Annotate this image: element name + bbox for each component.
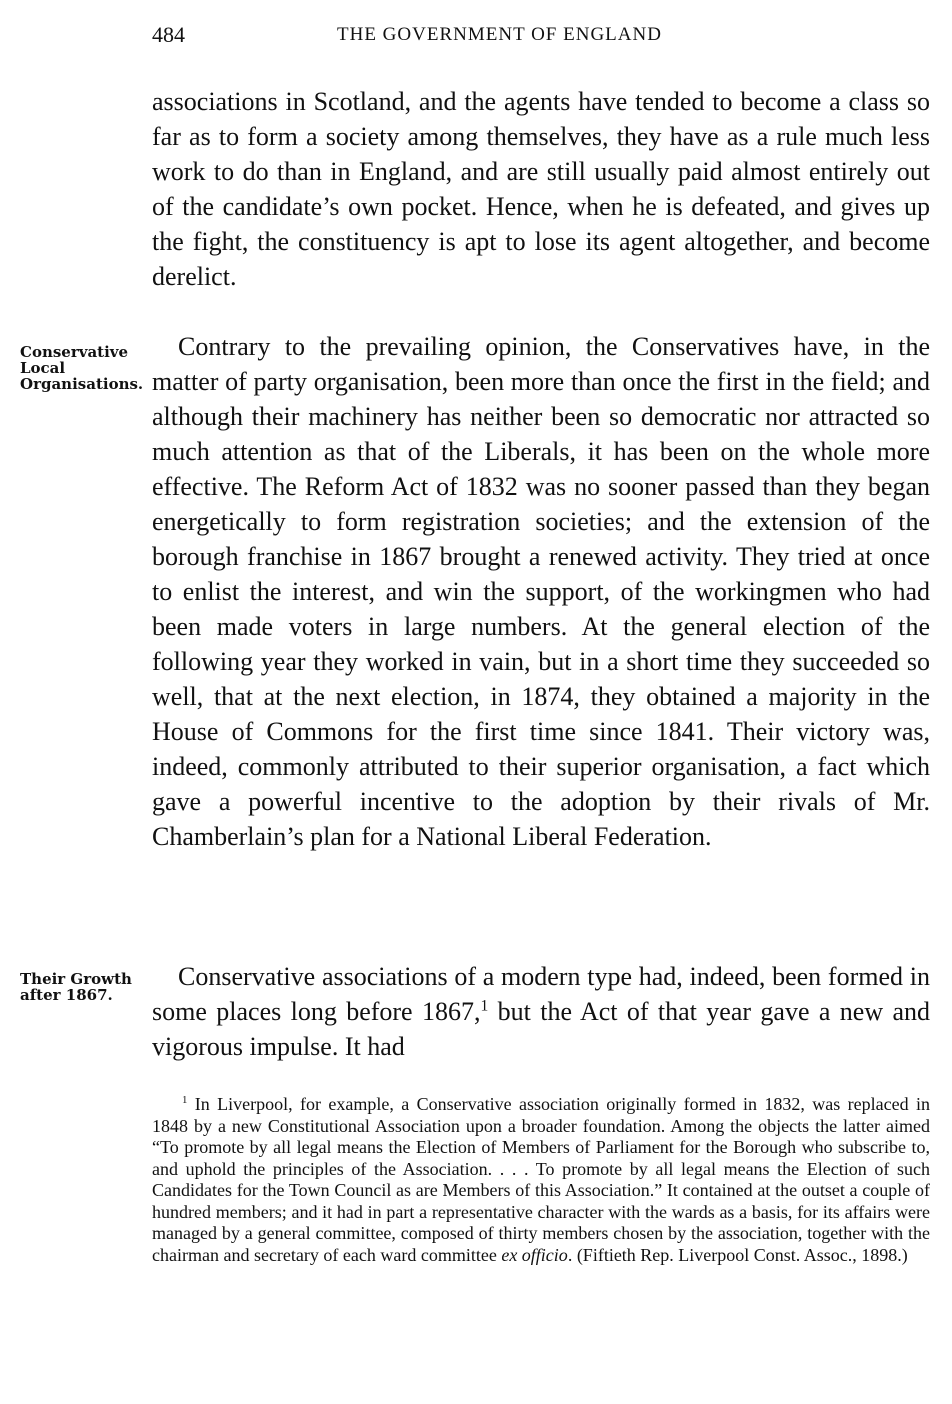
footnote-italic: ex officio [501,1244,568,1265]
footnote-mark: 1 [182,1094,188,1106]
body-paragraph: Contrary to the prevailing opinion, the Conservatives have, in the matter of party organisation, been more than once the first in the field; and although their machinery has neither been so democratic nor attracted so much attention as that of the Liberals, it has been on the whole more effective. The Reform Act of 1832 was no sooner passed than they began energetically to form registration societies; and the extension of the borough franchise in 1867 brought a renewed activity. They tried at once to enlist the interest, and win the support, of the workingmen who had been made voters in large numbers. At the general election of the following year they worked in vain, but in a short time they succeeded so well, that at the next election, in 1874, they obtained a majority in the House of Commons for the first time since 1841. Their victory was, indeed, commonly attributed to their superior organisation, a fact which gave a powerful incentive to the adoption by their rivals of Mr. Chamberlain’s plan for a National Liberal Federation. [152,332,930,851]
sidenote-their-growth: Their Growth after 1867. [20,970,132,1004]
sidenote-conservative-local-organisations: Conservative Local Organisations. [20,343,144,393]
footnote-reference: 1 [480,997,489,1015]
paragraph-text: Conservative associations of a modern type had, indeed, been formed in some places long before 1867, [152,962,930,1026]
page-number: 484 [152,22,185,47]
running-head: THE GOVERNMENT OF ENGLAND [337,24,662,45]
footnote-text: . (Fiftieth Rep. Liverpool Const. Assoc., 1898.) [567,1244,908,1265]
footnote [152,1094,930,1266]
footnote-text: In Liverpool, for example, a Conservative association originally formed in 1832, was replaced in 1848 by a new Constitutional Association upon a broader foundation. Among the objects the latter aimed “To promote by all legal means the Election of Members of Parliament for the Borough who subscribe to, and uphold the principles of the Association. . . . To promote by all legal means the Election of such Candidates for the Town Council as are Members of this Association.” It contained at the outset a couple of hundred members; and it had in part a representative character with the wards as a basis, for its affairs were managed by a general committee, composed of thirty members chosen by the association, together with the chairman and secretary of each ward committee [152,1094,930,1265]
body-paragraph: associations in Scotland, and the agents have tended to become a class so far as to form a society among themselves, they have as a rule much less work to do than in England, and are still usually paid almost entirely out of the candidate’s own pocket. Hence, when he is defeated, and gives up the fight, the constituency is apt to lose its agent altogether, and become derelict. [152,87,930,291]
page-header [152,22,932,52]
body-paragraph [152,959,930,1064]
paragraph-text: but the Act of that year gave a new and vigorous impulse. It had [152,997,931,1061]
